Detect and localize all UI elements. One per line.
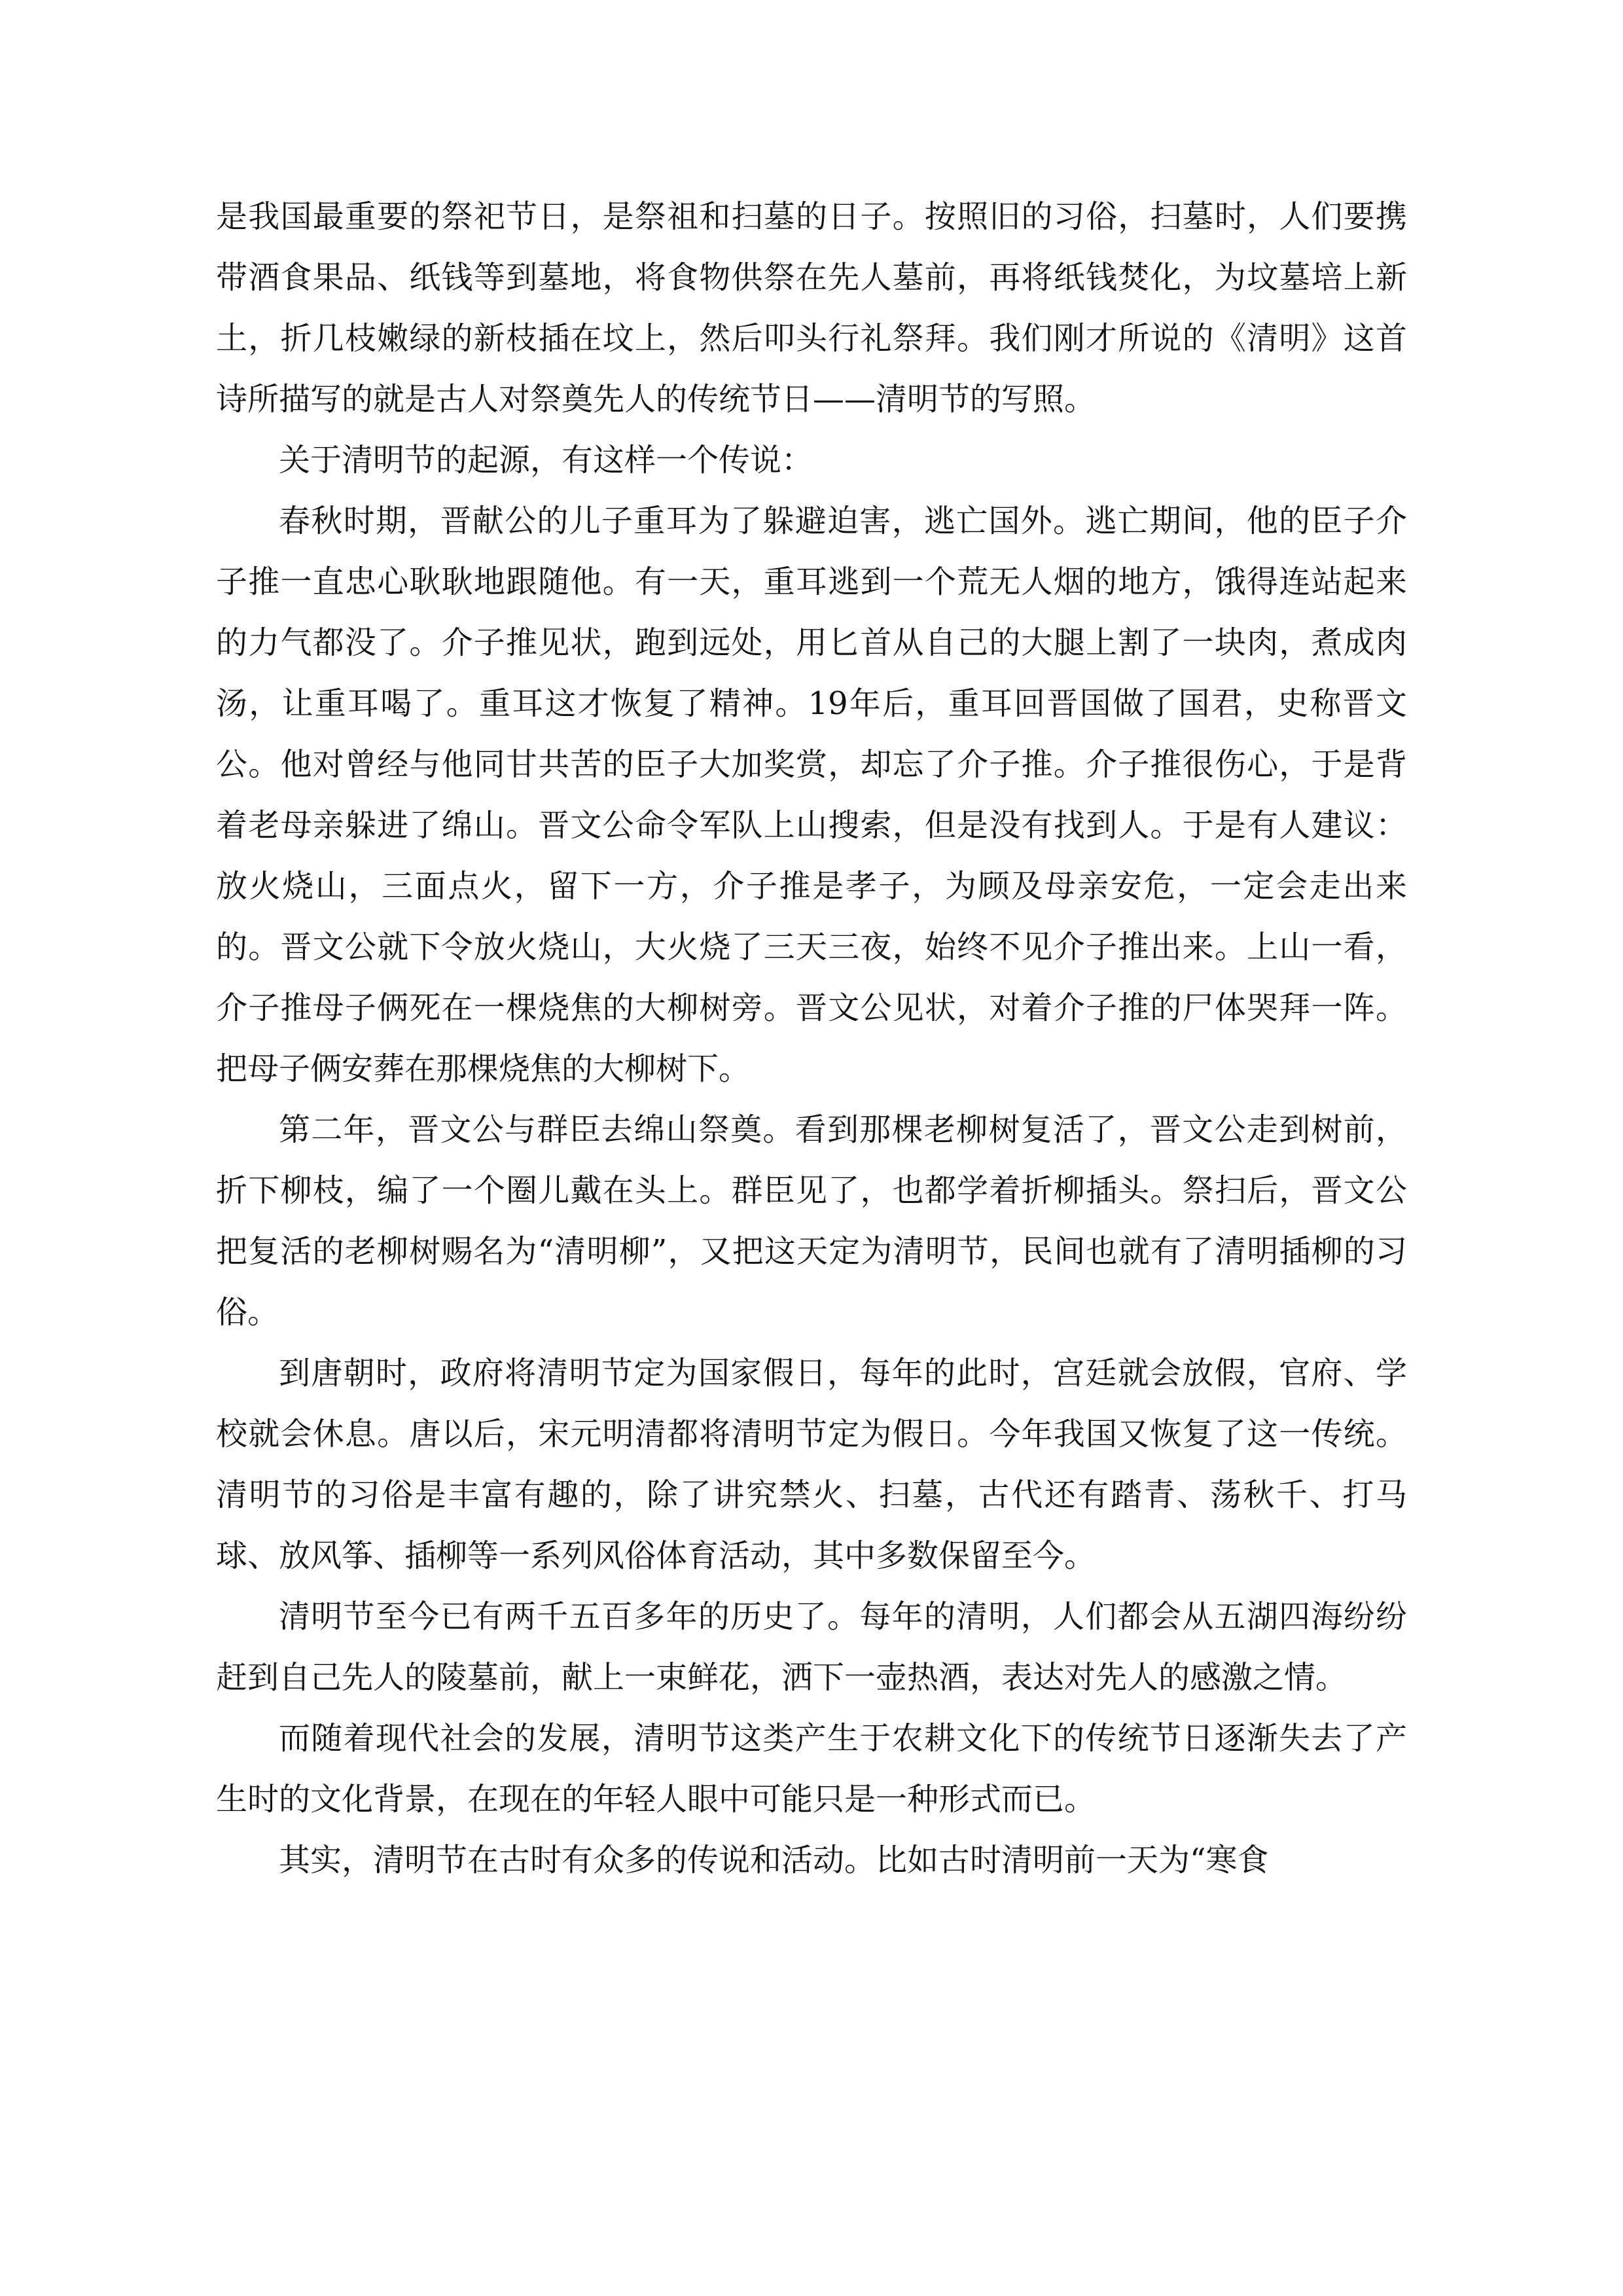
- paragraph-history: 清明节至今已有两千五百多年的历史了。每年的清明，人们都会从五湖四海纷纷赶到自己先人的陵墓前，献上一束鲜花，洒下一壶热酒，表达对先人的感激之情。: [216, 1598, 1407, 1696]
- paragraph-origin-heading: 关于清明节的起源，有这样一个传说：: [279, 442, 813, 478]
- paragraph-cold-food: 其实，清明节在古时有众多的传说和活动。比如古时清明前一天为“寒食: [279, 1842, 1269, 1878]
- document-body: [216, 187, 1407, 1891]
- paragraph-modern-society: 而随着现代社会的发展，清明节这类产生于农耕文化下的传统节日逐渐失去了产生时的文化背景，在现在的年轻人眼中可能只是一种形式而已。: [216, 1720, 1407, 1818]
- paragraph-willow-custom: 第二年，晋文公与群臣去绵山祭奠。看到那棵老柳树复活了，晋文公走到树前，折下柳枝，编了一个圈儿戴在头上。群臣见了，也都学着折柳插头。祭扫后，晋文公把复活的老柳树赐名为“清明柳”，又把这天定为清明节，民间也就有了清明插柳的习俗。: [216, 1111, 1407, 1331]
- paragraph-tang-dynasty: 到唐朝时，政府将清明节定为国家假日，每年的此时，宫廷就会放假，官府、学校就会休息。唐以后，宋元明清都将清明节定为假日。今年我国又恢复了这一传统。清明节的习俗是丰富有趣的，除了讲究禁火、扫墓，古代还有踏青、荡秋千、打马球、放风筝、插柳等一系列风俗体育活动，其中多数保留至今。: [216, 1355, 1407, 1574]
- paragraph-ritual-intro: 是我国最重要的祭祀节日，是祭祖和扫墓的日子。按照旧的习俗，扫墓时，人们要携带酒食果品、纸钱等到墓地，将食物供祭在先人墓前，再将纸钱焚化，为坟墓培上新土，折几枝嫩绿的新枝插在坟上，然后叩头行礼祭拜。我们刚才所说的《清明》这首诗所描写的就是古人对祭奠先人的传统节日——清明节的写照。: [216, 198, 1407, 418]
- paragraph-jie-zitui-legend: 春秋时期，晋献公的儿子重耳为了躲避迫害，逃亡国外。逃亡期间，他的臣子介子推一直忠心耿耿地跟随他。有一天，重耳逃到一个荒无人烟的地方，饿得连站起来的力气都没了。介子推见状，跑到远处，用匕首从自己的大腿上割了一块肉，煮成肉汤，让重耳喝了。重耳这才恢复了精神。19年后，重耳回晋国做了国君，史称晋文公。他对曾经与他同甘共苦的臣子大加奖赏，却忘了介子推。介子推很伤心，于是背着老母亲躲进了绵山。晋文公命令军队上山搜索，但是没有找到人。于是有人建议：放火烧山，三面点火，留下一方，介子推是孝子，为顾及母亲安危，一定会走出来的。晋文公就下令放火烧山，大火烧了三天三夜，始终不见介子推出来。上山一看，介子推母子俩死在一棵烧焦的大柳树旁。晋文公见状，对着介子推的尸体哭拜一阵。把母子俩安葬在那棵烧焦的大柳树下。: [216, 503, 1407, 1087]
